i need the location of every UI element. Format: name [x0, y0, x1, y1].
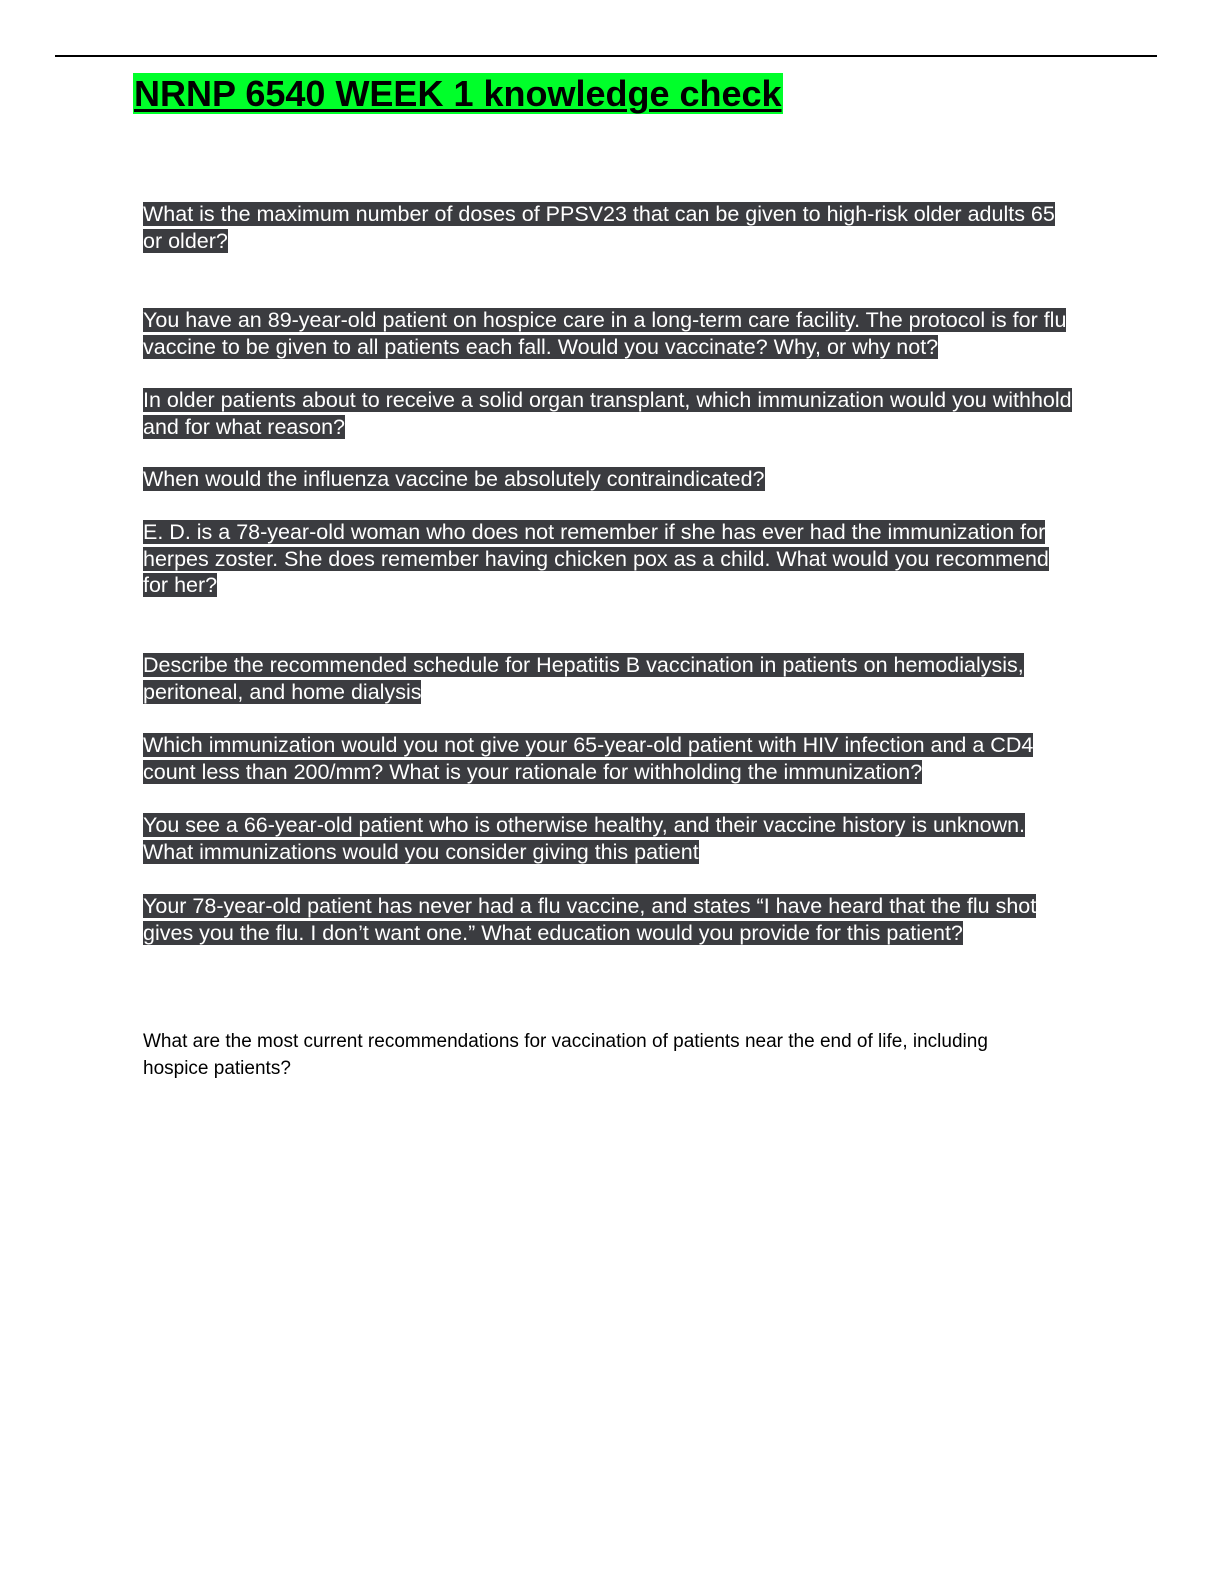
- question-5-text: E. D. is a 78-year-old woman who does not remember if she has ever had the immunization for herpes zoster. She does remember having chicken pox as a child. What would you recommend for her?: [143, 520, 1049, 597]
- question-4-text: When would the influenza vaccine be absolutely contraindicated?: [143, 467, 765, 491]
- question-7-text: Which immunization would you not give your 65-year-old patient with HIV infection and a CD4 count less than 200/mm? What is your rationale for withholding the immunization?: [143, 733, 1034, 784]
- question-8: [143, 812, 1073, 865]
- final-question: What are the most current recommendations for vaccination of patients near the end of life, including hospice patients?: [143, 1031, 988, 1079]
- question-5: [143, 519, 1073, 599]
- question-1: [143, 201, 1073, 254]
- question-9-text: Your 78-year-old patient has never had a flu vaccine, and states “I have heard that the flu shot gives you the flu. I don’t want one.” What education would you provide for this patient?: [143, 894, 1037, 945]
- question-9: [143, 893, 1073, 946]
- question-7: [143, 732, 1073, 785]
- question-4: [143, 466, 1073, 493]
- question-8-text: You see a 66-year-old patient who is otherwise healthy, and their vaccine history is unknown. What immunizations would you consider giving this patient: [143, 813, 1026, 864]
- question-1-text: What is the maximum number of doses of PPSV23 that can be given to high-risk older adults 65 or older?: [143, 202, 1055, 253]
- page-title: [133, 72, 783, 116]
- question-6-text: Describe the recommended schedule for Hepatitis B vaccination in patients on hemodialysis, peritoneal, and home dialysis: [143, 653, 1024, 704]
- question-6: [143, 652, 1073, 705]
- question-3-text: In older patients about to receive a solid organ transplant, which immunization would you withhold and for what reason?: [143, 388, 1072, 439]
- question-3: [143, 387, 1073, 440]
- question-2-text: You have an 89-year-old patient on hospice care in a long-term care facility. The protocol is for flu vaccine to be given to all patients each fall. Would you vaccinate? Why, or why not?: [143, 308, 1067, 359]
- top-divider: [55, 55, 1157, 57]
- page-title-text: NRNP 6540 WEEK 1 knowledge check: [134, 73, 782, 114]
- question-2: [143, 307, 1073, 360]
